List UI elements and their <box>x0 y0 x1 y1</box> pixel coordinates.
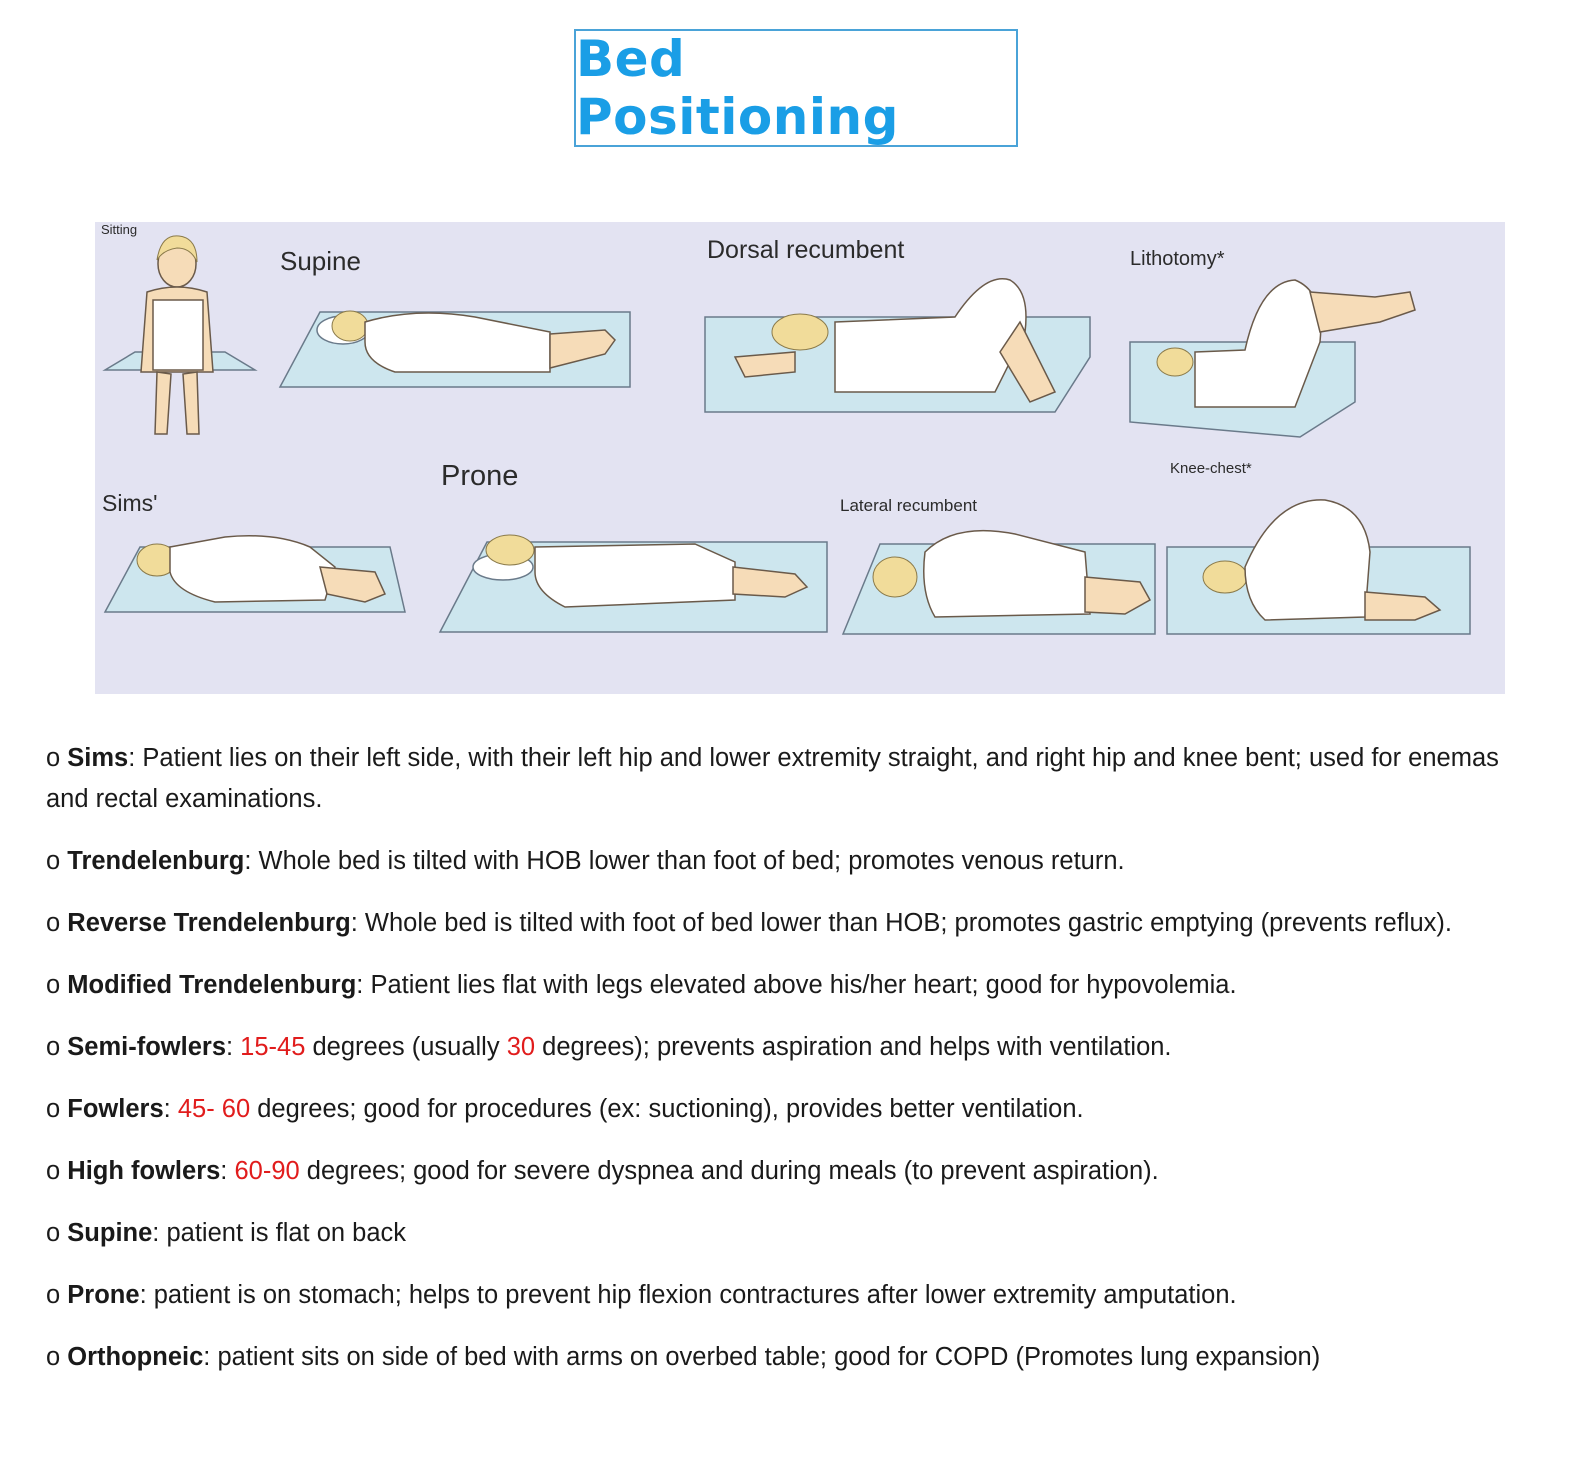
position-term: Trendelenburg <box>67 847 245 875</box>
description-text: degrees); prevents aspiration and helps with ventilation. <box>535 1033 1172 1061</box>
dorsal-figure <box>705 279 1090 412</box>
bullet: o <box>46 744 61 772</box>
label-knee-chest: Knee-chest* <box>1170 460 1252 477</box>
position-note <box>46 738 1546 820</box>
position-term: Reverse Trendelenburg <box>67 909 351 937</box>
position-term: Semi-fowlers <box>67 1033 226 1061</box>
position-term: Fowlers <box>67 1095 164 1123</box>
description-text: degrees (usually <box>305 1033 507 1061</box>
position-term: High fowlers <box>67 1157 221 1185</box>
bullet: o <box>46 1095 61 1123</box>
sims-figure <box>105 536 405 612</box>
degree-range: 30 <box>506 1033 536 1061</box>
position-note <box>46 1027 1546 1068</box>
position-term: Sims <box>67 744 129 772</box>
page-title: Bed Positioning <box>576 30 899 146</box>
label-lithotomy: Lithotomy* <box>1130 248 1225 270</box>
positions-drawing <box>95 222 1505 694</box>
description-text: : Whole bed is tilted with foot of bed lower than HOB; promotes gastric emptying (prevents reflux). <box>350 909 1452 937</box>
bullet: o <box>46 1343 61 1371</box>
position-note <box>46 1275 1546 1316</box>
prone-figure <box>440 535 827 632</box>
knee-chest-figure <box>1167 500 1470 634</box>
description-text: : patient sits on side of bed with arms on overbed table; good for COPD (Promotes lung expansion) <box>203 1343 1321 1371</box>
bullet: o <box>46 1033 61 1061</box>
position-note <box>46 1151 1546 1192</box>
description-text: : Whole bed is tilted with HOB lower than foot of bed; promotes venous return. <box>244 847 1125 875</box>
lateral-figure <box>843 531 1155 634</box>
positions-list <box>46 738 1546 1399</box>
description-text: : Patient lies flat with legs elevated above his/her heart; good for hypovolemia. <box>356 971 1237 999</box>
description-text: : patient is on stomach; helps to prevent hip flexion contractures after lower extremity amputation. <box>139 1281 1237 1309</box>
description-text: degrees; good for procedures (ex: suctioning), provides better ventilation. <box>250 1095 1084 1123</box>
description-text: : <box>226 1033 241 1061</box>
degree-range: 15-45 <box>240 1033 306 1061</box>
description-text: : <box>163 1095 178 1123</box>
title-box <box>574 29 1018 147</box>
bullet: o <box>46 1281 61 1309</box>
lithotomy-figure <box>1130 280 1415 437</box>
position-note <box>46 841 1546 882</box>
degree-range: 60-90 <box>234 1157 300 1185</box>
label-sims: Sims' <box>102 490 158 516</box>
bullet: o <box>46 1157 61 1185</box>
supine-figure <box>280 311 630 387</box>
position-note <box>46 1089 1546 1130</box>
label-prone: Prone <box>441 460 519 492</box>
description-text: : <box>220 1157 235 1185</box>
position-term: Supine <box>67 1219 153 1247</box>
position-note <box>46 1337 1546 1378</box>
positions-illustration <box>95 222 1505 694</box>
degree-range: 45- 60 <box>177 1095 251 1123</box>
description-text: : patient is flat on back <box>152 1219 407 1247</box>
description-text: degrees; good for severe dyspnea and during meals (to prevent aspiration). <box>299 1157 1159 1185</box>
position-note <box>46 903 1546 944</box>
position-term: Orthopneic <box>67 1343 204 1371</box>
position-note <box>46 1213 1546 1254</box>
position-term: Modified Trendelenburg <box>67 971 357 999</box>
position-note <box>46 965 1546 1006</box>
bullet: o <box>46 847 61 875</box>
label-lateral-recumbent: Lateral recumbent <box>840 496 978 515</box>
description-text: : Patient lies on their left side, with their left hip and lower extremity straight, and right hip and knee bent; used for enemas and rectal examinations. <box>46 744 1499 813</box>
bullet: o <box>46 971 61 999</box>
label-dorsal-recumbent: Dorsal recumbent <box>707 236 905 264</box>
bullet: o <box>46 909 61 937</box>
label-sitting: Sitting <box>101 222 138 237</box>
sitting-figure <box>105 236 255 434</box>
label-supine: Supine <box>280 246 361 276</box>
bullet: o <box>46 1219 61 1247</box>
position-term: Prone <box>67 1281 140 1309</box>
